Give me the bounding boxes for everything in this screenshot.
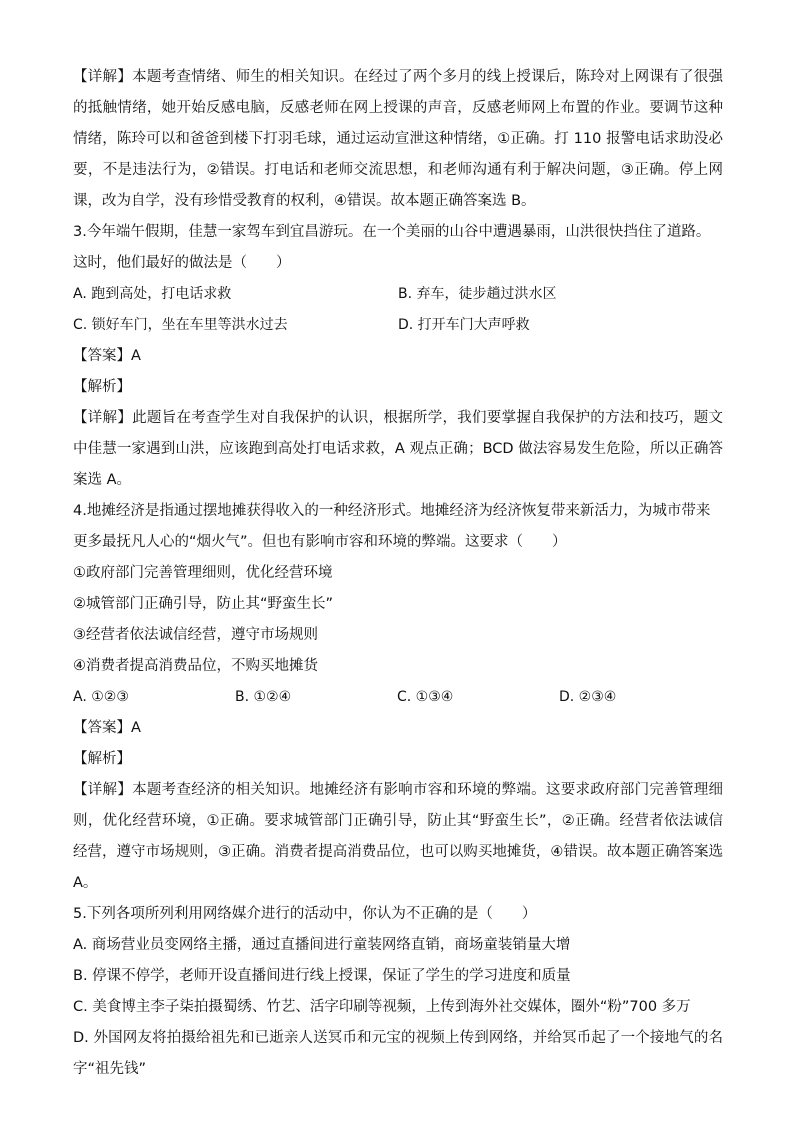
- q3-option-a: A. 跑到高处，打电话求救: [73, 286, 232, 302]
- document-page: [73, 62, 723, 1085]
- q5-option-c: C. 美食博主李子柒拍摄蜀绣、竹艺、活字印刷等视频，上传到海外社交媒体，圈外“粉”700 多万: [73, 999, 691, 1015]
- q4-item-2: ②城管部门正确引导，防止其“野蛮生长”: [73, 596, 334, 612]
- q4-option-d: D. ②③④: [559, 689, 617, 705]
- q5-option-b: B. 停课不停学，老师开设直播间进行线上授课，保证了学生的学习进度和质量: [73, 968, 571, 984]
- q4-options: [73, 682, 723, 713]
- q4-analysis-label: 【解析】: [73, 751, 131, 767]
- q5-option-d: D. 外国网友将拍摄给祖先和已逝亲人送冥币和元宝的视频上传到网络，并给冥币起了一个接地气的名字“祖先钱”: [73, 1030, 723, 1077]
- q3-option-b: B. 弃车，徒步趟过洪水区: [398, 286, 557, 302]
- q4-detail-text: 【详解】本题考查经济的相关知识。地摊经济有影响市容和环境的弊端。这要求政府部门完善管理细则，优化经营环境，①正确。要求城管部门正确引导，防止其“野蛮生长”，②正确。经营者依法诚信经营，遵守市场规则，③正确。消费者提高消费品位，也可以购买地摊货，④错误。故本题正确答案选 A。: [73, 782, 723, 891]
- q5-option-a: A. 商场营业员变网络主播，通过直播间进行童装网络直销，商场童装销量大增: [73, 937, 571, 953]
- q3-detail-text: 【详解】此题旨在考查学生对自我保护的认识，根据所学，我们要掌握自我保护的方法和技巧，题文中佳慧一家遇到山洪，应该跑到高处打电话求救，A 观点正确；BCD 做法容易发生危险，所以正确答案选 A。: [73, 410, 723, 488]
- q4-option-b: B. ①②④: [235, 689, 292, 705]
- q5-stem: 5.下列各项所列利用网络媒介进行的活动中，你认为不正确的是（ ）: [73, 906, 537, 922]
- q3-option-c: C. 锁好车门，坐在车里等洪水过去: [73, 317, 288, 333]
- q2-detail-text: 【详解】本题考查情绪、师生的相关知识。在经过了两个多月的线上授课后，陈玲对上网课有了很强的抵触情绪，她开始反感电脑，反感老师在网上授课的声音，反感老师网上布置的作业。要调节这种情绪，陈玲可以和爸爸到楼下打羽毛球，通过运动宣泄这种情绪，①正确。打 110 报警电话求助没必要，不是违法行为，②错误。打电话和老师交流思想，和老师沟通有利于解决问题，③正确。停上网课，改为自学，没有珍惜受教育的权利，④错误。故本题正确答案选 B。: [73, 69, 723, 209]
- q3-answer: 【答案】A: [73, 348, 141, 364]
- q3-stem: 3.今年端午假期，佳慧一家驾车到宜昌游玩。在一个美丽的山谷中遭遇暴雨，山洪很快挡住了道路。这时，他们最好的做法是（ ）: [73, 224, 711, 271]
- q4-option-a: A. ①②③: [73, 689, 129, 705]
- q3-option-d: D. 打开车门大声呼救: [398, 317, 530, 333]
- q4-item-4: ④消费者提高消费品位，不购买地摊货: [73, 658, 318, 674]
- q3-analysis-label: 【解析】: [73, 379, 131, 395]
- q4-item-3: ③经营者依法诚信经营，遵守市场规则: [73, 627, 318, 643]
- q3-options: [73, 279, 723, 341]
- q4-item-1: ①政府部门完善管理细则，优化经营环境: [73, 565, 333, 581]
- q4-stem: 4.地摊经济是指通过摆地摊获得收入的一种经济形式。地摊经济为经济恢复带来新活力，为城市带来更多最抚凡人心的“烟火气”。但也有影响市容和环境的弊端。这要求（ ）: [73, 503, 711, 550]
- q4-answer: 【答案】A: [73, 720, 141, 736]
- q4-option-c: C. ①③④: [397, 689, 454, 705]
